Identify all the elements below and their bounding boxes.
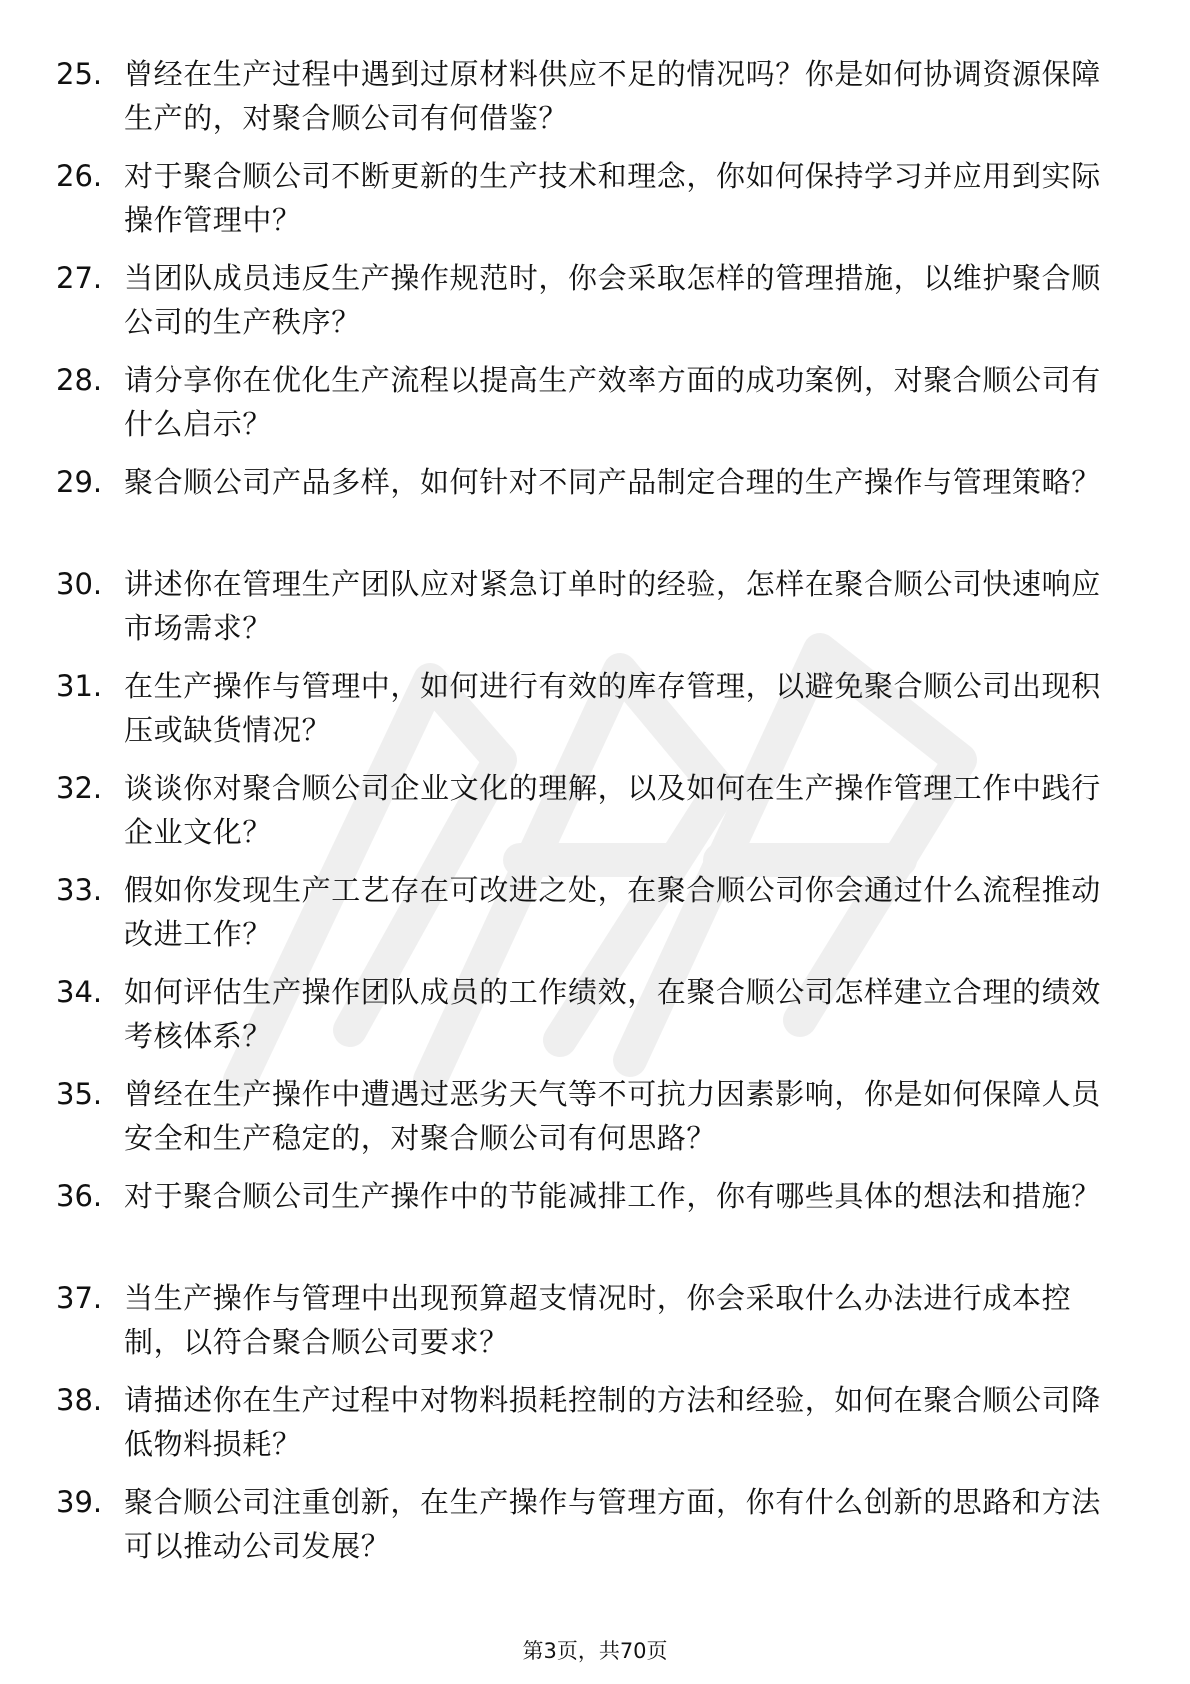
question-text: 如何评估生产操作团队成员的工作绩效，在聚合顺公司怎样建立合理的绩效考核体系？ [124, 975, 1101, 1053]
question-item [0, 52, 1190, 154]
page-indicator: 第3页，共70页 [522, 1639, 668, 1663]
question-text: 对于聚合顺公司不断更新的生产技术和理念，你如何保持学习并应用到实际操作管理中？ [124, 159, 1101, 237]
question-text: 曾经在生产操作中遭遇过恶劣天气等不可抗力因素影响，你是如何保障人员安全和生产稳定的，对聚合顺公司有何思路？ [124, 1077, 1101, 1155]
question-item [0, 460, 1190, 562]
question-number: 29. [56, 465, 103, 499]
question-item [0, 1378, 1190, 1480]
question-number: 36. [56, 1179, 103, 1213]
question-text: 假如你发现生产工艺存在可改进之处，在聚合顺公司你会通过什么流程推动改进工作？ [124, 873, 1101, 951]
question-text: 聚合顺公司注重创新，在生产操作与管理方面，你有什么创新的思路和方法可以推动公司发展？ [124, 1485, 1101, 1563]
question-text: 请描述你在生产过程中对物料损耗控制的方法和经验，如何在聚合顺公司降低物料损耗？ [124, 1383, 1101, 1461]
question-number: 32. [56, 771, 103, 805]
question-item [0, 358, 1190, 460]
question-number: 30. [56, 567, 103, 601]
question-text: 请分享你在优化生产流程以提高生产效率方面的成功案例，对聚合顺公司有什么启示？ [124, 363, 1101, 441]
question-text: 曾经在生产过程中遇到过原材料供应不足的情况吗？你是如何协调资源保障生产的，对聚合顺公司有何借鉴？ [124, 57, 1101, 135]
question-number: 34. [56, 975, 103, 1009]
question-item [0, 154, 1190, 256]
question-list [0, 52, 1190, 1582]
question-text: 对于聚合顺公司生产操作中的节能减排工作，你有哪些具体的想法和措施？ [124, 1179, 1101, 1213]
question-number: 31. [56, 669, 103, 703]
question-text: 讲述你在管理生产团队应对紧急订单时的经验，怎样在聚合顺公司快速响应市场需求？ [124, 567, 1101, 645]
question-item [0, 766, 1190, 868]
question-number: 26. [56, 159, 103, 193]
question-text: 在生产操作与管理中，如何进行有效的库存管理，以避免聚合顺公司出现积压或缺货情况？ [124, 669, 1101, 747]
question-item [0, 1072, 1190, 1174]
question-item [0, 1174, 1190, 1276]
question-text: 当生产操作与管理中出现预算超支情况时，你会采取什么办法进行成本控制，以符合聚合顺公司要求？ [124, 1281, 1072, 1359]
question-number: 28. [56, 363, 103, 397]
question-number: 38. [56, 1383, 103, 1417]
question-text: 当团队成员违反生产操作规范时，你会采取怎样的管理措施，以维护聚合顺公司的生产秩序？ [124, 261, 1101, 339]
question-number: 37. [56, 1281, 103, 1315]
question-item [0, 1480, 1190, 1582]
question-number: 25. [56, 57, 103, 91]
question-item [0, 664, 1190, 766]
question-text: 聚合顺公司产品多样，如何针对不同产品制定合理的生产操作与管理策略？ [124, 465, 1101, 499]
question-number: 27. [56, 261, 103, 295]
question-number: 35. [56, 1077, 103, 1111]
question-item [0, 1276, 1190, 1378]
question-item [0, 256, 1190, 358]
question-text: 谈谈你对聚合顺公司企业文化的理解，以及如何在生产操作管理工作中践行企业文化？ [124, 771, 1101, 849]
question-number: 39. [56, 1485, 103, 1519]
question-item [0, 562, 1190, 664]
question-item [0, 970, 1190, 1072]
question-number: 33. [56, 873, 103, 907]
question-item [0, 868, 1190, 970]
